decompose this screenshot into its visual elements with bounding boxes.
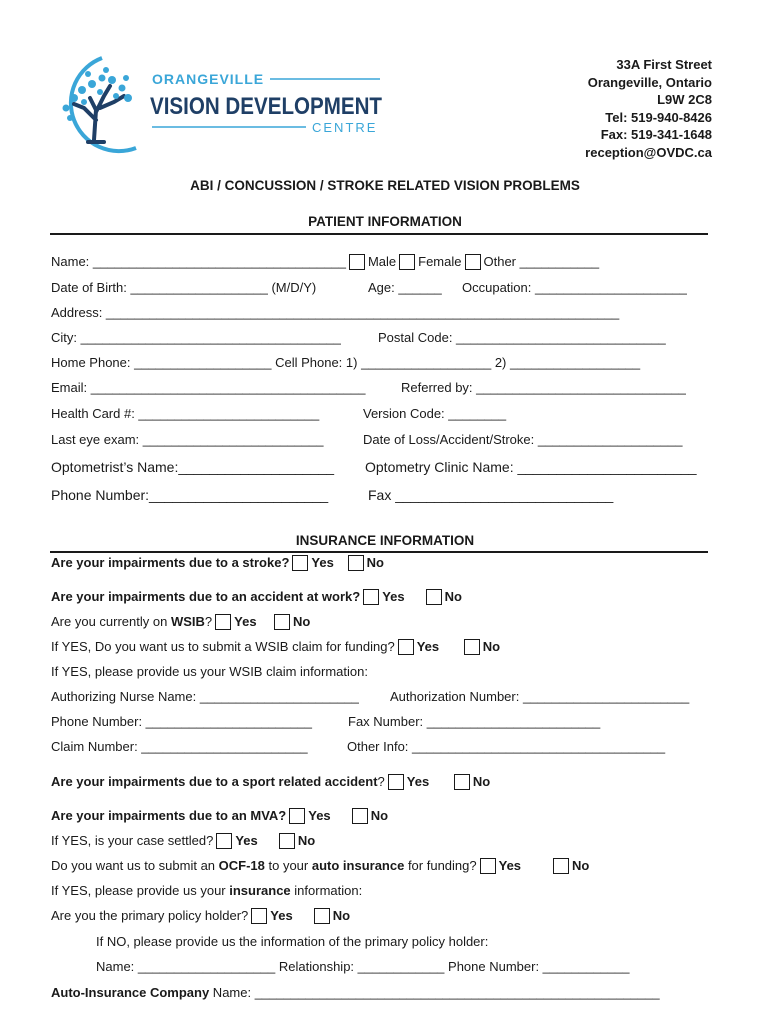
primary-yes-checkbox[interactable] <box>251 908 267 924</box>
referred-field[interactable]: Referred by: _____________________________ <box>401 380 686 395</box>
settled-question <box>51 833 315 849</box>
stroke-yes-checkbox[interactable] <box>292 555 308 571</box>
patient-heading: PATIENT INFORMATION <box>308 214 462 229</box>
primary-holder-text: Are you the primary policy holder? <box>51 908 249 923</box>
ocf-text-2: OCF-18 <box>218 858 265 873</box>
phone-fields[interactable]: Home Phone: ___________________ Cell Phone: 1) __________________ 2) __________________ <box>51 355 641 370</box>
clinic-address <box>585 56 712 161</box>
female-label: Female <box>418 254 462 269</box>
ocf-text-1: Do you want us to submit an <box>51 858 219 873</box>
policy-holder-fields[interactable]: Name: ___________________ Relationship: ____________ Phone Number: ____________ <box>96 959 630 974</box>
patient-heading-rule <box>50 233 708 235</box>
ovdc-logo <box>44 50 394 160</box>
settled-yes-checkbox[interactable] <box>216 833 232 849</box>
address-city: Orangeville, Ontario <box>587 74 712 90</box>
wsib-question <box>51 614 310 630</box>
other-info-field[interactable]: Other Info: ___________________________________ <box>347 739 666 754</box>
name-field[interactable]: Name: ___________________________________ <box>51 254 346 269</box>
primary-holder-question <box>51 908 350 924</box>
name-row <box>51 254 599 270</box>
yes-label: Yes <box>308 808 331 823</box>
address-tel: Tel: 519-940-8426 <box>605 109 712 125</box>
wsib-yes-checkbox[interactable] <box>215 614 231 630</box>
work-question-text: Are your impairments due to an accident at work? <box>51 589 361 604</box>
wsib-info-prompt: If YES, please provide us your WSIB claim information: <box>51 664 368 679</box>
wsib-claim-question <box>51 639 500 655</box>
logo-line2: VISION DEVELOPMENT <box>150 93 383 120</box>
yes-label: Yes <box>406 774 430 789</box>
stroke-no-checkbox[interactable] <box>348 555 364 571</box>
ins-info-text-1: If YES, please provide us your <box>51 883 230 898</box>
address-field[interactable]: Address: _______________________________________________________________________ <box>51 305 620 320</box>
no-label: No <box>482 639 501 654</box>
work-question <box>51 589 462 605</box>
address-email: reception@OVDC.ca <box>585 144 712 160</box>
ocf-text-4: auto insurance <box>311 858 405 873</box>
authorization-number-field[interactable]: Authorization Number: _______________________ <box>390 689 690 704</box>
ocf-text-5: for funding? <box>404 858 477 873</box>
mva-question-text: Are your impairments due to an MVA? <box>51 808 287 823</box>
yes-label: Yes <box>311 555 334 570</box>
ocf-no-checkbox[interactable] <box>553 858 569 874</box>
version-code-field[interactable]: Version Code: ________ <box>363 406 507 421</box>
insurance-heading: INSURANCE INFORMATION <box>295 533 475 548</box>
postal-field[interactable]: Postal Code: _____________________________ <box>378 330 666 345</box>
last-eye-exam-field[interactable]: Last eye exam: _________________________ <box>51 432 324 447</box>
company-name-field[interactable]: Name: ________________________________________________________ <box>209 985 660 1000</box>
mva-yes-checkbox[interactable] <box>289 808 305 824</box>
logo-line3: CENTRE <box>312 120 378 135</box>
wsib-no-checkbox[interactable] <box>274 614 290 630</box>
ins-info-text-3: information: <box>290 883 363 898</box>
mva-question <box>51 808 388 824</box>
occupation-field[interactable]: Occupation: _____________________ <box>462 280 687 295</box>
other-field[interactable]: Other ___________ <box>483 254 600 269</box>
if-no-prompt: If NO, please provide us the information of the primary policy holder: <box>96 934 489 949</box>
sport-question-mark: ? <box>377 774 385 789</box>
no-label: No <box>444 589 463 604</box>
yes-label: Yes <box>498 858 522 873</box>
ins-info-text-2: insurance <box>229 883 291 898</box>
other-checkbox[interactable] <box>465 254 481 270</box>
auto-insurance-company-row <box>51 985 660 1000</box>
no-label: No <box>571 858 590 873</box>
sport-question <box>51 774 490 790</box>
wsib-bold: WSIB <box>170 614 205 629</box>
work-yes-checkbox[interactable] <box>363 589 379 605</box>
optometrist-phone-field[interactable]: Phone Number:_______________________ <box>51 487 329 503</box>
wsib-fax-field[interactable]: Fax Number: ________________________ <box>348 714 601 729</box>
stroke-question-text: Are your impairments due to a stroke? <box>51 555 290 570</box>
yes-label: Yes <box>234 614 257 629</box>
insurance-heading-rule <box>50 551 708 553</box>
wsib-claim-no-checkbox[interactable] <box>464 639 480 655</box>
address-fax: Fax: 519-341-1648 <box>600 127 712 142</box>
email-field[interactable]: Email: ______________________________________ <box>51 380 366 395</box>
mva-no-checkbox[interactable] <box>352 808 368 824</box>
primary-no-checkbox[interactable] <box>314 908 330 924</box>
address-postal: L9W 2C8 <box>657 92 712 107</box>
no-label: No <box>366 555 385 570</box>
yes-label: Yes <box>416 639 440 654</box>
settled-question-text: If YES, is your case settled? <box>51 833 214 848</box>
company-label-bold: Auto-Insurance Company <box>51 985 210 1000</box>
no-label: No <box>370 808 389 823</box>
sport-yes-checkbox[interactable] <box>388 774 404 790</box>
age-field[interactable]: Age: ______ <box>368 280 442 295</box>
no-label: No <box>472 774 491 789</box>
stroke-question <box>51 555 384 571</box>
ocf-question <box>51 858 589 874</box>
no-label: No <box>293 614 311 629</box>
work-no-checkbox[interactable] <box>426 589 442 605</box>
clinic-name-field[interactable]: Optometry Clinic Name: _______________________ <box>365 459 697 475</box>
male-checkbox[interactable] <box>349 254 365 270</box>
ocf-yes-checkbox[interactable] <box>480 858 496 874</box>
yes-label: Yes <box>270 908 293 923</box>
insurance-info-prompt <box>51 883 362 898</box>
address-street: 33A First Street <box>616 57 712 72</box>
ocf-text-3: to your <box>264 858 312 873</box>
health-card-field[interactable]: Health Card #: _________________________ <box>51 406 320 421</box>
female-checkbox[interactable] <box>399 254 415 270</box>
wsib-question-text: Are you currently on <box>51 614 171 629</box>
optometrist-name-field[interactable]: Optometrist’s Name:____________________ <box>51 459 335 475</box>
wsib-claim-text: If YES, Do you want us to submit a WSIB claim for funding? <box>51 639 395 654</box>
nurse-name-field[interactable]: Authorizing Nurse Name: ______________________ <box>51 689 359 704</box>
document-title: ABI / CONCUSSION / STROKE RELATED VISION PROBLEMS <box>190 178 580 193</box>
city-field[interactable]: City: ____________________________________ <box>51 330 341 345</box>
yes-label: Yes <box>235 833 258 848</box>
claim-number-field[interactable]: Claim Number: _______________________ <box>51 739 308 754</box>
male-label: Male <box>367 254 397 269</box>
wsib-question-mark: ? <box>204 614 213 629</box>
sport-question-text: Are your impairments due to a sport related accident <box>51 774 378 789</box>
optometrist-fax-field[interactable]: Fax ____________________________ <box>368 487 614 503</box>
wsib-phone-field[interactable]: Phone Number: _______________________ <box>51 714 312 729</box>
yes-label: Yes <box>382 589 405 604</box>
date-of-loss-field[interactable]: Date of Loss/Accident/Stroke: ____________________ <box>363 432 683 447</box>
logo-line1: ORANGEVILLE <box>152 71 265 87</box>
dob-field[interactable]: Date of Birth: ___________________ (M/D/Y) <box>51 280 317 295</box>
sport-no-checkbox[interactable] <box>454 774 470 790</box>
no-label: No <box>297 833 316 848</box>
wsib-claim-yes-checkbox[interactable] <box>398 639 414 655</box>
no-label: No <box>332 908 351 923</box>
settled-no-checkbox[interactable] <box>279 833 295 849</box>
tree-logo-icon <box>63 58 137 151</box>
